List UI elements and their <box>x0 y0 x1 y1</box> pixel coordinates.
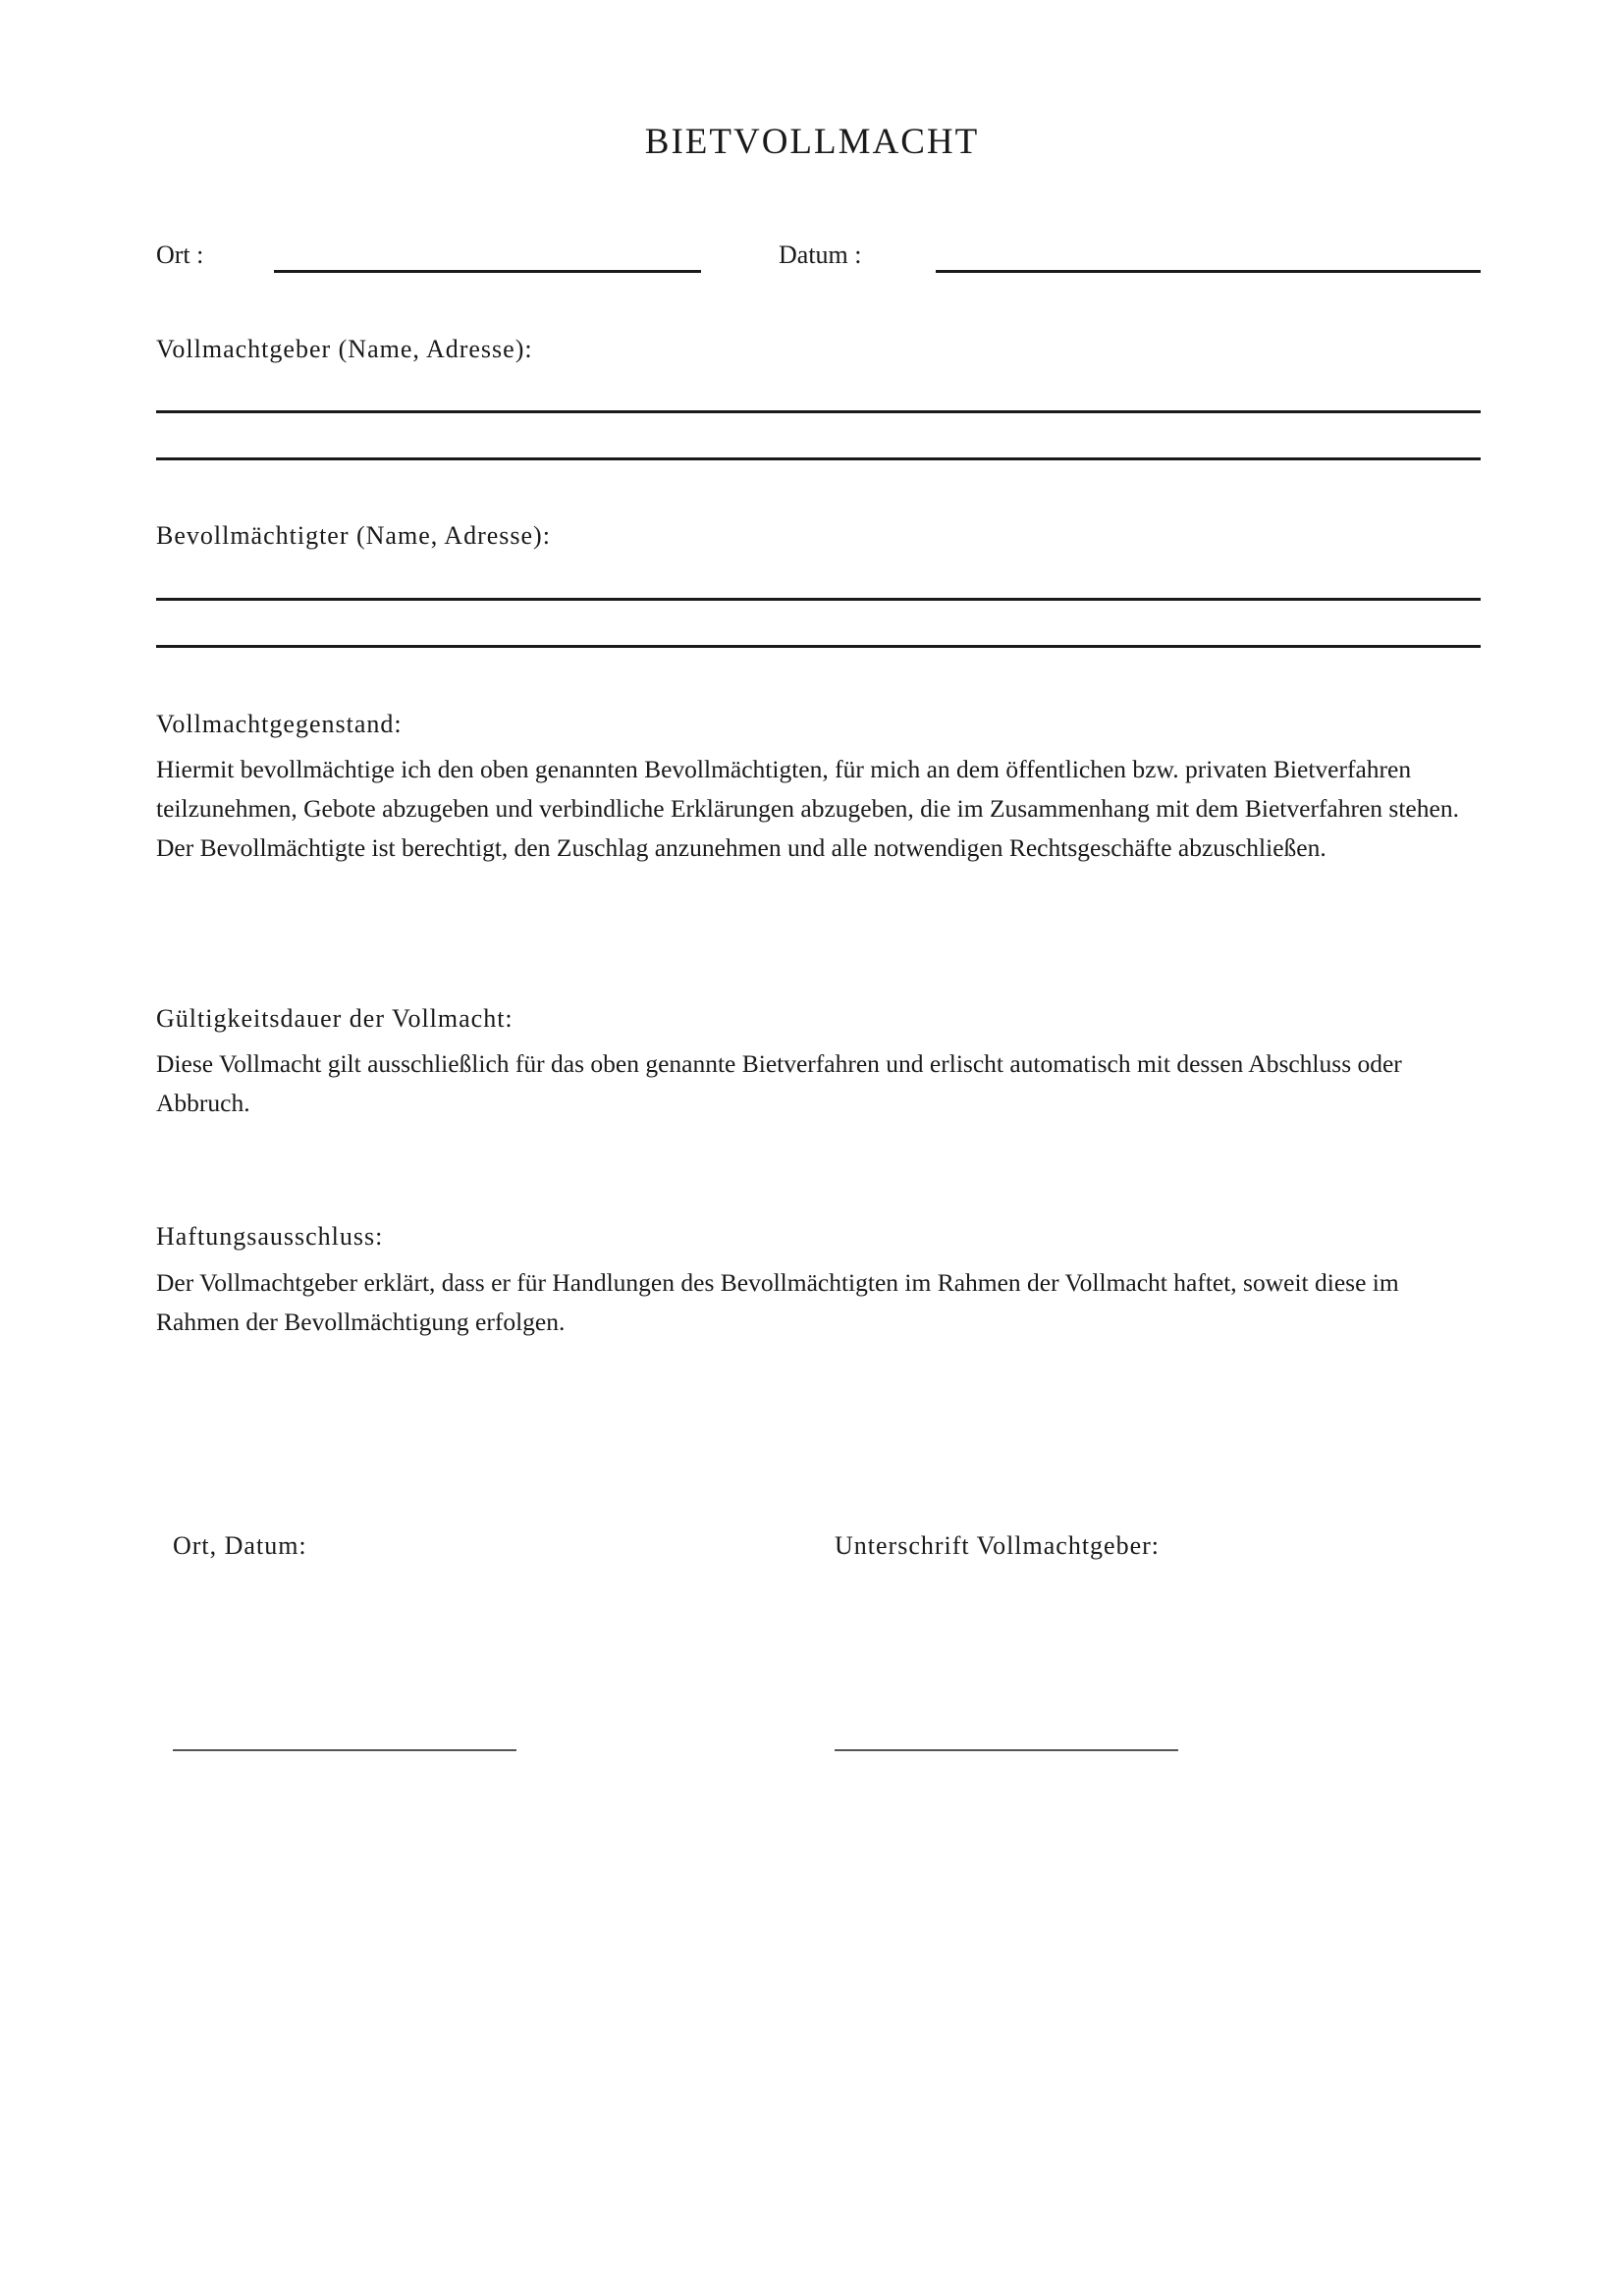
validity-heading: Gültigkeitsdauer der Vollmacht: <box>156 1004 514 1033</box>
document-title: BIETVOLLMACHT <box>644 122 980 162</box>
signature-line[interactable] <box>835 1749 1178 1751</box>
liability-text: Der Vollmachtgeber erklärt, dass er für Handlungen des Bevollmächtigten im Rahmen der Vollmacht haftet, soweit diese im Rahmen der Bevollmächtigung erfolgen. <box>156 1268 1399 1336</box>
validity-text: Diese Vollmacht gilt ausschließlich für das oben genannte Bietverfahren und erlischt automatisch mit dessen Abschluss oder Abbruch. <box>156 1049 1402 1117</box>
agent-label: Bevollmächtigter (Name, Adresse): <box>156 521 551 550</box>
date-label: Datum : <box>779 240 862 269</box>
signature-label: Unterschrift Vollmachtgeber: <box>835 1531 1161 1560</box>
subject-text: Hiermit bevollmächtige ich den oben genannten Bevollmächtigten, für mich an dem öffentlichen bzw. privaten Bietverfahren teilzunehmen, Gebote abzugeben und verbindliche Erklärungen abzugeben, die im Zusammenhang mit dem Bietverfahren stehen. Der Bevollmächtigte ist berechtigt, den Zuschlag anzunehmen und alle notwendigen Rechtsgeschäfte abzuschließen. <box>156 755 1459 862</box>
grantor-input-line-2[interactable] <box>156 457 1481 460</box>
signature-place-date-label: Ort, Datum: <box>173 1531 307 1560</box>
place-label: Ort : <box>156 240 204 269</box>
liability-heading: Haftungsausschluss: <box>156 1222 384 1251</box>
place-input-line[interactable] <box>274 270 701 273</box>
subject-heading: Vollmachtgegenstand: <box>156 710 403 738</box>
agent-input-line-1[interactable] <box>156 598 1481 601</box>
date-input-line[interactable] <box>936 270 1481 273</box>
grantor-label: Vollmachtgeber (Name, Adresse): <box>156 335 533 363</box>
grantor-input-line-1[interactable] <box>156 410 1481 413</box>
agent-input-line-2[interactable] <box>156 645 1481 648</box>
signature-place-date-line[interactable] <box>173 1749 516 1751</box>
